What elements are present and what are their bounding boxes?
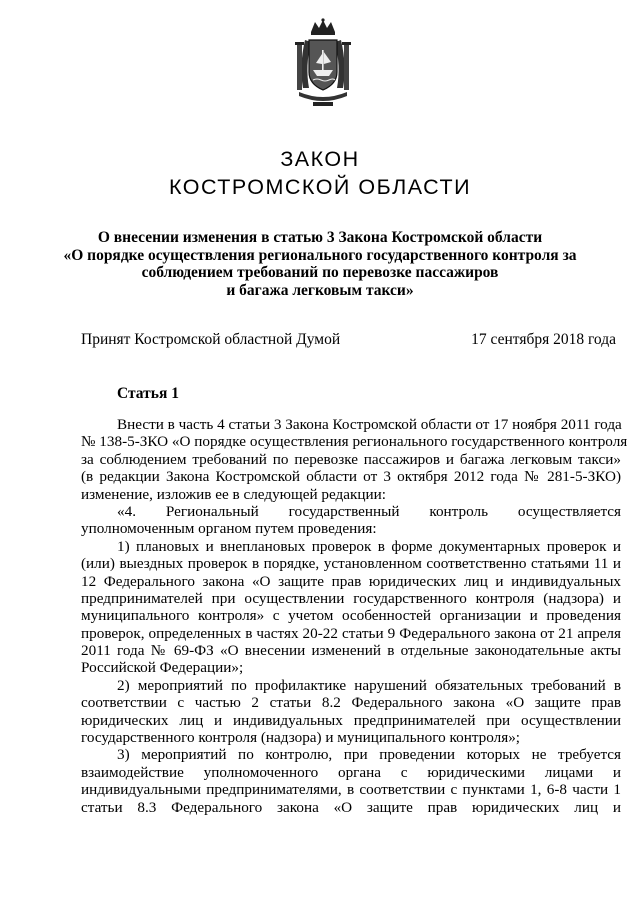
coat-of-arms-icon: [291, 18, 355, 110]
body-line: уполномоченным органом путем проведения:: [81, 520, 377, 538]
body-line: государственного контроля (надзора) и муниципального контроля»;: [81, 729, 521, 747]
body-line: (в редакции Закона Костромской области от 3 октября 2012 года № 281-5-ЗКО): [81, 468, 621, 486]
body-line: муниципального контроля» с учетом особенностей организации и проведения: [81, 607, 621, 625]
body-line: проверок, определенных в частях 20-22 статьи 9 Федерального закона от 21 апреля: [81, 624, 621, 642]
region-heading: КОСТРОМСКОЙ ОБЛАСТИ: [168, 175, 472, 199]
body-line: за соблюдением требований по перевозке пассажиров и багажа легковым такси»: [81, 450, 621, 468]
body-line: 1) плановых и внеплановых проверок в форме документарных проверок и: [117, 537, 621, 555]
article-body: [81, 416, 628, 816]
body-line: 2) мероприятий по профилактике нарушений обязательных требований в: [117, 676, 621, 694]
body-line: «4. Региональный государственный контроль осуществляется: [117, 502, 621, 520]
body-line: 12 Федерального закона «О защите прав юридических лиц и индивидуальных: [81, 572, 621, 590]
body-line: Российской Федерации»;: [81, 659, 244, 677]
law-title-line: соблюдением требований по перевозке пассажиров: [141, 264, 499, 281]
law-title-line: и багажа легковым такси»: [226, 281, 414, 299]
body-line: юридических лиц и индивидуальных предпринимателей при осуществлении: [81, 711, 621, 729]
body-line: № 138-5-ЗКО «О порядке осуществления регионального государственного контроля: [81, 433, 628, 451]
body-line: 3) мероприятий по контролю, при проведении которых не требуется: [117, 746, 621, 764]
adopted-by: Принят Костромской областной Думой: [81, 331, 341, 348]
law-title-line: «О порядке осуществления регионального государственного контроля за: [63, 246, 577, 264]
body-line: индивидуальными предпринимателями, в соответствии с пунктами 1, 6-8 части 1: [81, 781, 621, 799]
body-line: статьи 8.3 Федерального закона «О защите прав юридических лиц и: [81, 798, 621, 816]
adoption-row: [81, 331, 616, 349]
law-title-line: О внесении изменения в статью 3 Закона Костромской области: [97, 229, 543, 246]
body-line: предпринимателей при осуществлении государственного контроля (надзора) и: [81, 589, 621, 607]
article-heading: Статья 1: [117, 385, 179, 402]
body-line: (или) выездных проверок в порядке, установленном соответственно статьями 11 и: [81, 555, 621, 573]
body-line: изменение, изложив ее в следующей редакции:: [81, 485, 386, 503]
body-line: 2011 года № 69-ФЗ «О внесении изменений в отдельные законодательные акты: [81, 642, 621, 660]
body-line: Внести в часть 4 статьи 3 Закона Костромской области от 17 ноября 2011 года: [117, 416, 622, 433]
body-line: соответствии с частью 2 статьи 8.2 Федерального закона «О защите прав: [81, 694, 621, 712]
law-heading: ЗАКОН: [280, 147, 360, 171]
law-title: [60, 229, 580, 299]
adoption-date: 17 сентября 2018 года: [471, 331, 616, 348]
body-line: взаимодействие уполномоченного органа с юридическими лицами и: [81, 763, 621, 781]
